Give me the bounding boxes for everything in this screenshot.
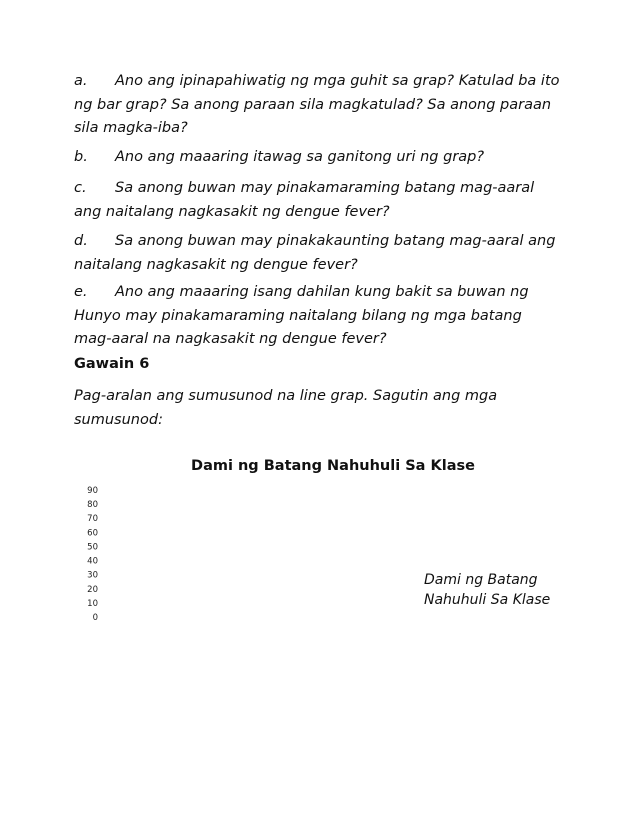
y-tick-label-20: 20 (87, 584, 98, 595)
question-c-line-1: Sa anong buwan may pinakamaraming batang mag-aaral (115, 180, 535, 196)
question-b-label: b. (74, 149, 88, 165)
question-d-line-2: naitalang nagkasakit ng dengue fever? (74, 256, 358, 273)
chart-legend (424, 570, 574, 610)
y-tick-label-50: 50 (87, 542, 98, 553)
question-a-line-1: Ano ang ipinapahiwatig ng mga guhit sa grap? Katulad ba ito (115, 73, 560, 89)
question-e-line-3: mag-aaral na nagkasakit ng dengue fever? (74, 331, 387, 347)
y-tick-label-60: 60 (87, 528, 98, 539)
y-tick-label-30: 30 (87, 570, 98, 581)
question-a-line-2: ng bar grap? Sa anong paraan sila magkatulad? Sa anong paraan (74, 96, 552, 113)
question-c-line-2: ang naitalang nagkasakit ng dengue fever? (74, 203, 390, 220)
y-tick-label-70: 70 (87, 514, 98, 525)
question-a-label: a. (74, 73, 88, 89)
legend-entry-line-1: Dami ng Batang (424, 572, 538, 588)
instruction-line-2: sumusunod: (74, 411, 163, 428)
y-tick-label-80: 80 (87, 500, 98, 511)
question-d-label: d. (74, 233, 88, 249)
y-tick-label-10: 10 (87, 598, 98, 609)
legend-entry-line-2: Nahuhuli Sa Klase (424, 592, 551, 608)
question-b-line-1: Ano ang maaaring itawag sa ganitong uri ng grap? (115, 149, 485, 165)
y-tick-label-0: 0 (92, 613, 98, 623)
question-e-label: e. (74, 284, 88, 300)
y-tick-label-40: 40 (87, 556, 98, 567)
y-tick-label-90: 90 (87, 486, 98, 496)
question-e-line-2: Hunyo may pinakamaraming naitalang bilang ng mga batang (74, 307, 522, 324)
question-a-line-3: sila magka-iba? (74, 120, 188, 136)
instruction-line-1: Pag-aralan ang sumusunod na line grap. Sagutin ang mga (74, 388, 498, 404)
activity-heading: Gawain 6 (74, 356, 150, 372)
question-d-line-1: Sa anong buwan may pinakakaunting batang mag-aaral ang (115, 233, 556, 249)
chart-title-text: Dami ng Batang Nahuhuli Sa Klase (191, 458, 475, 474)
question-c-label: c. (74, 180, 87, 196)
question-e-line-1: Ano ang maaaring isang dahilan kung bakit sa buwan ng (115, 284, 529, 300)
